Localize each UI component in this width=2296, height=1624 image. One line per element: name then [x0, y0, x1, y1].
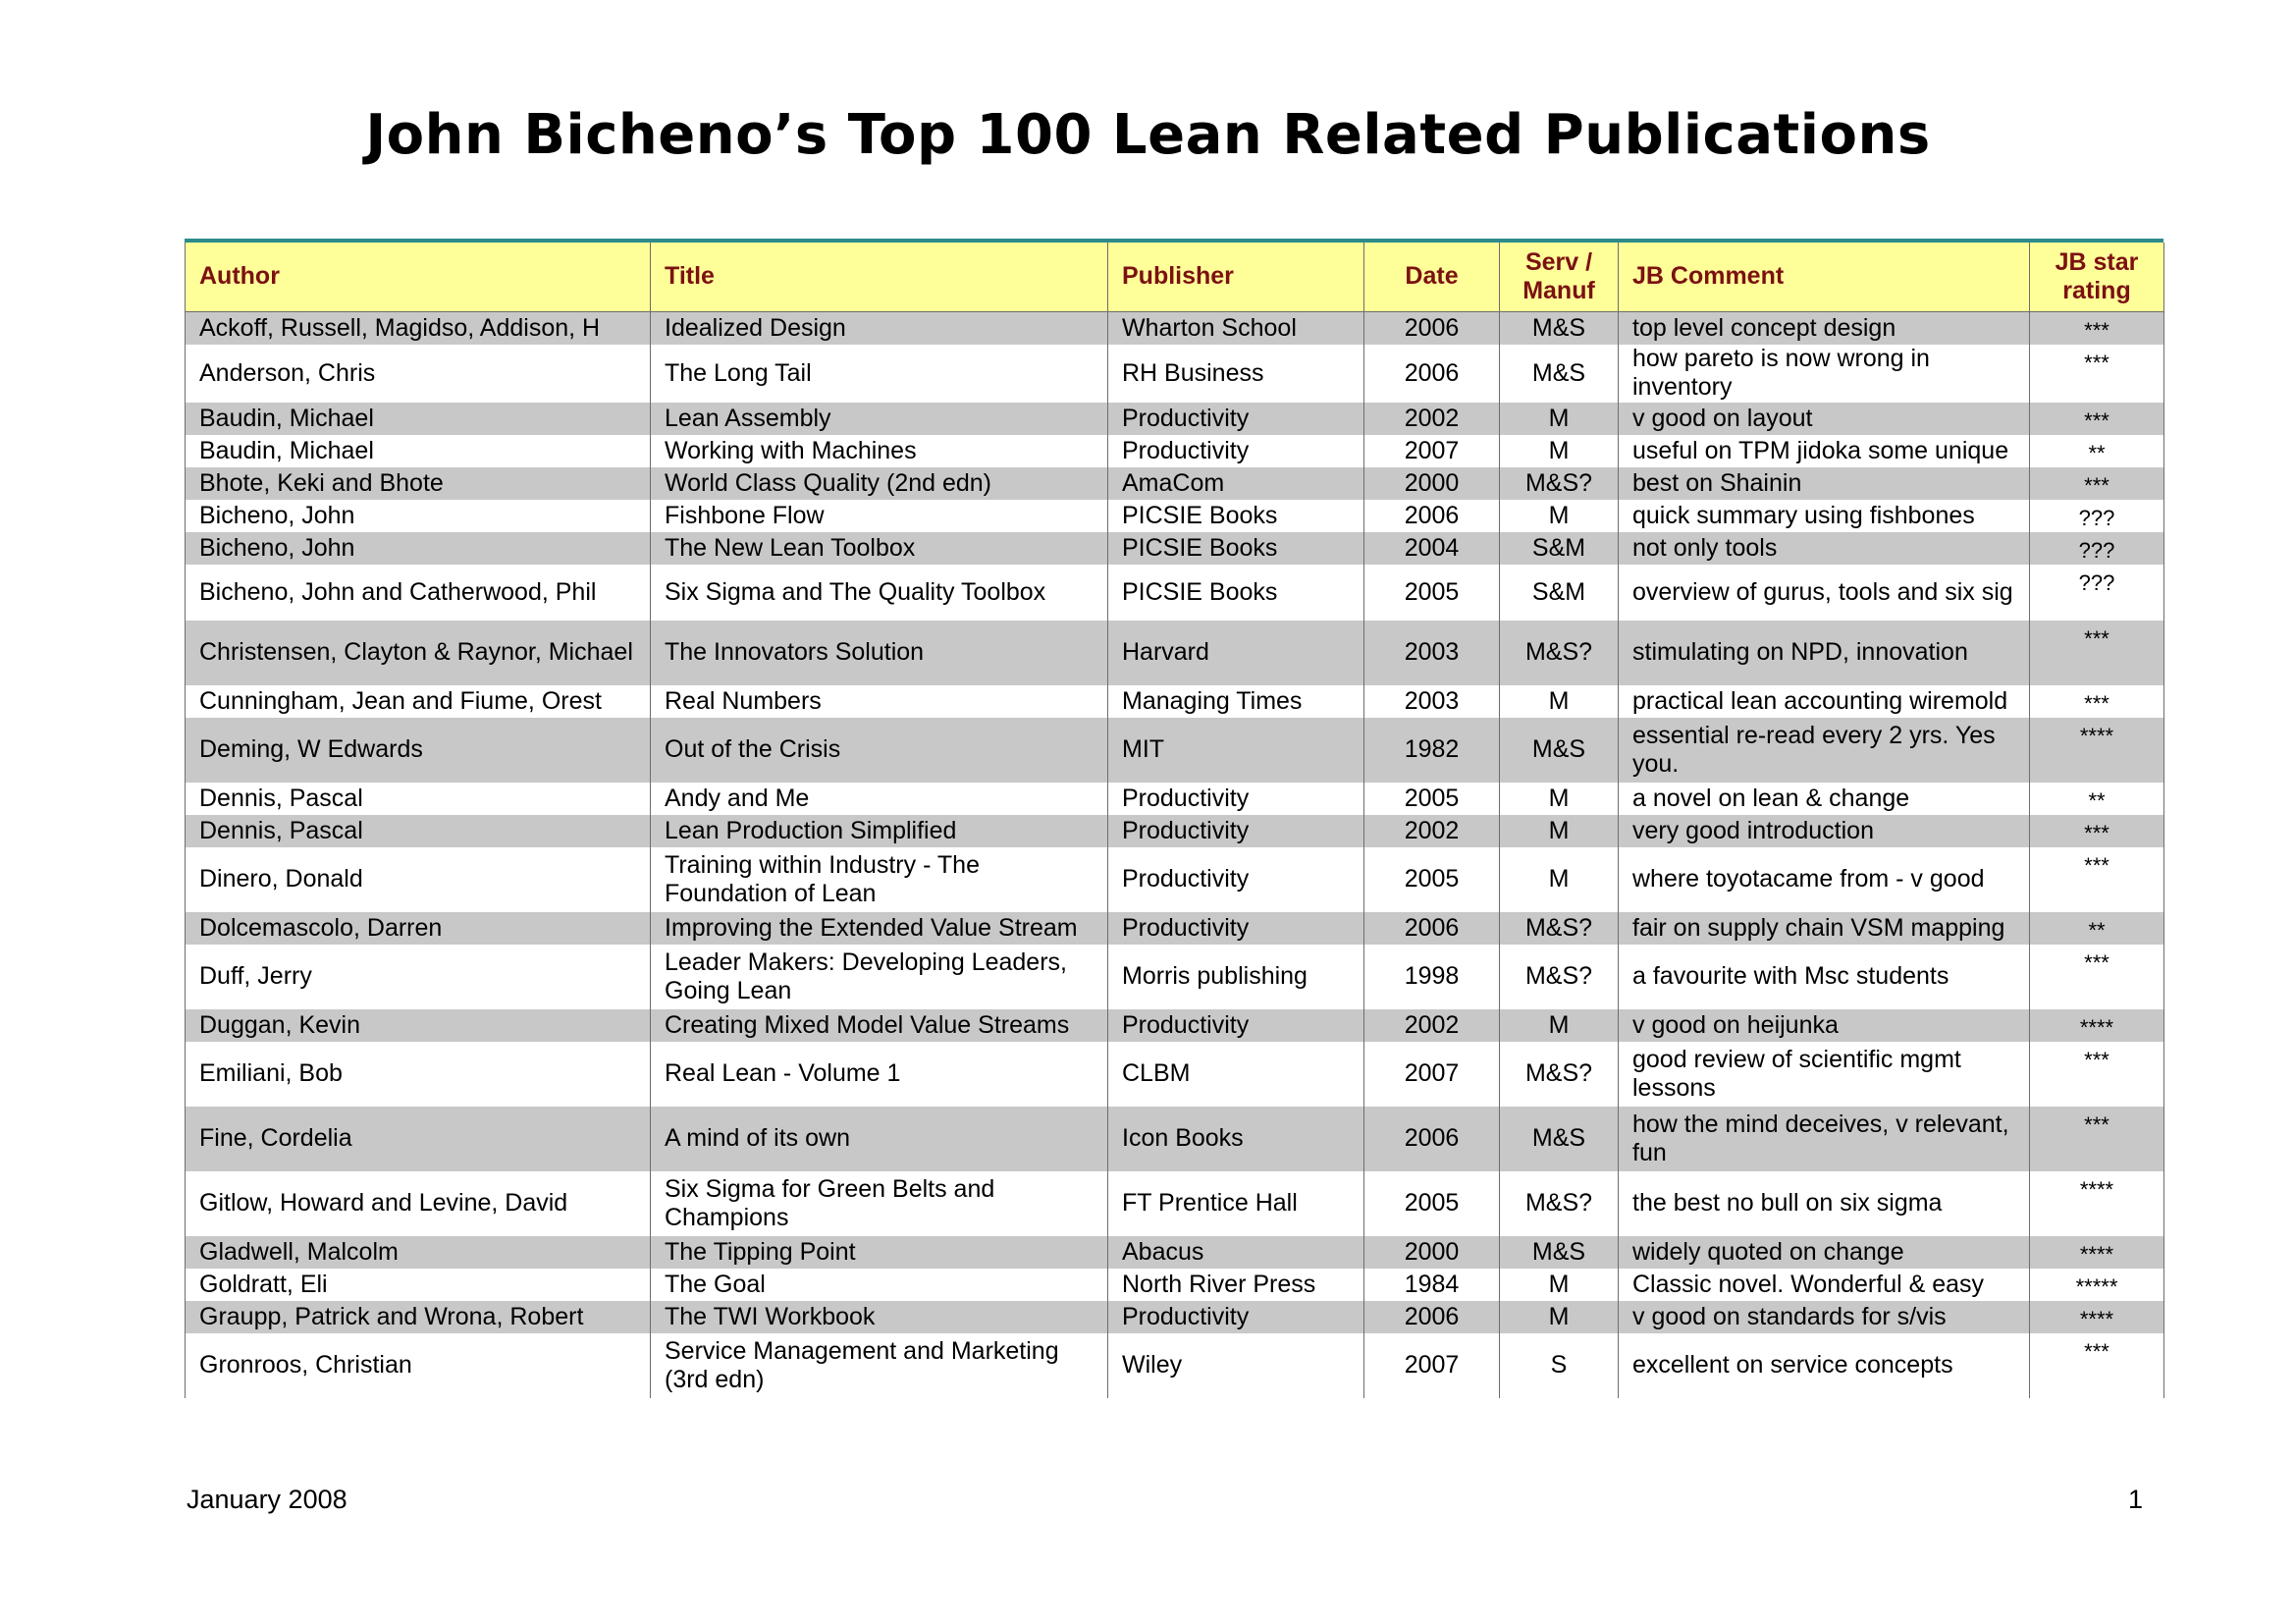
footer-date: January 2008	[187, 1485, 347, 1514]
cell-date: 2000	[1364, 1236, 1500, 1269]
header-date: Date	[1364, 243, 1500, 311]
cell-serv-manuf: M&S?	[1500, 945, 1619, 1009]
cell-author: Baudin, Michael	[186, 435, 651, 467]
cell-title: Real Lean - Volume 1	[651, 1042, 1108, 1107]
cell-publisher: Abacus	[1108, 1236, 1364, 1269]
cell-publisher: Wiley	[1108, 1333, 1364, 1398]
cell-title: The New Lean Toolbox	[651, 532, 1108, 565]
table-row	[186, 311, 2164, 345]
cell-serv-manuf: S&M	[1500, 565, 1619, 621]
cell-date: 2000	[1364, 467, 1500, 500]
cell-author: Duggan, Kevin	[186, 1009, 651, 1042]
table-row	[186, 1009, 2164, 1042]
cell-serv-manuf: M&S	[1500, 1236, 1619, 1269]
header-comment: JB Comment	[1619, 243, 2030, 311]
table-row	[186, 621, 2164, 685]
cell-rating: **	[2030, 783, 2164, 815]
publications-table-wrapper	[185, 239, 2163, 1398]
cell-publisher: Managing Times	[1108, 685, 1364, 718]
cell-date: 2006	[1364, 1107, 1500, 1171]
cell-publisher: Productivity	[1108, 1009, 1364, 1042]
cell-comment: good review of scientific mgmt lessons	[1619, 1042, 2030, 1107]
cell-author: Dolcemascolo, Darren	[186, 912, 651, 945]
cell-comment: the best no bull on six sigma	[1619, 1171, 2030, 1236]
cell-serv-manuf: M&S?	[1500, 912, 1619, 945]
cell-date: 2006	[1364, 345, 1500, 403]
cell-serv-manuf: M&S?	[1500, 467, 1619, 500]
cell-rating: ***	[2030, 345, 2164, 403]
table-row	[186, 783, 2164, 815]
table-row	[186, 1301, 2164, 1333]
cell-publisher: Productivity	[1108, 1301, 1364, 1333]
cell-publisher: Wharton School	[1108, 311, 1364, 345]
cell-serv-manuf: M	[1500, 783, 1619, 815]
cell-publisher: AmaCom	[1108, 467, 1364, 500]
cell-serv-manuf: M	[1500, 685, 1619, 718]
table-row	[186, 565, 2164, 621]
cell-comment: not only tools	[1619, 532, 2030, 565]
header-title: Title	[651, 243, 1108, 311]
cell-rating: ***	[2030, 403, 2164, 435]
cell-rating: ???	[2030, 532, 2164, 565]
cell-title: Six Sigma and The Quality Toolbox	[651, 565, 1108, 621]
cell-rating: ???	[2030, 565, 2164, 621]
cell-rating: *****	[2030, 1269, 2164, 1301]
cell-serv-manuf: M	[1500, 815, 1619, 847]
cell-author: Bicheno, John and Catherwood, Phil	[186, 565, 651, 621]
cell-publisher: CLBM	[1108, 1042, 1364, 1107]
table-body	[186, 311, 2164, 1398]
cell-title: The Goal	[651, 1269, 1108, 1301]
header-serv-manuf: Serv / Manuf	[1500, 243, 1619, 311]
cell-title: Training within Industry - The Foundation of Lean	[651, 847, 1108, 912]
cell-title: Leader Makers: Developing Leaders, Going Lean	[651, 945, 1108, 1009]
cell-comment: overview of gurus, tools and six sig	[1619, 565, 2030, 621]
cell-title: Andy and Me	[651, 783, 1108, 815]
cell-title: The TWI Workbook	[651, 1301, 1108, 1333]
cell-author: Dennis, Pascal	[186, 815, 651, 847]
table-row	[186, 467, 2164, 500]
table-row	[186, 815, 2164, 847]
cell-rating: ****	[2030, 1301, 2164, 1333]
cell-rating: ***	[2030, 311, 2164, 345]
cell-comment: v good on layout	[1619, 403, 2030, 435]
cell-date: 2005	[1364, 565, 1500, 621]
cell-comment: practical lean accounting wiremold	[1619, 685, 2030, 718]
cell-publisher: Productivity	[1108, 435, 1364, 467]
cell-rating: ***	[2030, 1107, 2164, 1171]
cell-publisher: RH Business	[1108, 345, 1364, 403]
cell-rating: **	[2030, 912, 2164, 945]
cell-publisher: Productivity	[1108, 403, 1364, 435]
cell-comment: widely quoted on change	[1619, 1236, 2030, 1269]
cell-date: 1982	[1364, 718, 1500, 783]
cell-date: 2006	[1364, 912, 1500, 945]
cell-comment: v good on heijunka	[1619, 1009, 2030, 1042]
cell-date: 2006	[1364, 500, 1500, 532]
cell-publisher: Harvard	[1108, 621, 1364, 685]
table-row	[186, 945, 2164, 1009]
cell-publisher: MIT	[1108, 718, 1364, 783]
cell-title: The Innovators Solution	[651, 621, 1108, 685]
cell-title: Improving the Extended Value Stream	[651, 912, 1108, 945]
table-row	[186, 1042, 2164, 1107]
cell-serv-manuf: S	[1500, 1333, 1619, 1398]
cell-comment: very good introduction	[1619, 815, 2030, 847]
table-row	[186, 912, 2164, 945]
cell-serv-manuf: M&S?	[1500, 1042, 1619, 1107]
cell-author: Gitlow, Howard and Levine, David	[186, 1171, 651, 1236]
page-number: 1	[2128, 1485, 2144, 1514]
cell-author: Cunningham, Jean and Fiume, Orest	[186, 685, 651, 718]
cell-comment: best on Shainin	[1619, 467, 2030, 500]
cell-rating: ***	[2030, 467, 2164, 500]
cell-publisher: Morris publishing	[1108, 945, 1364, 1009]
cell-rating: ****	[2030, 718, 2164, 783]
cell-date: 2006	[1364, 1301, 1500, 1333]
table-row	[186, 435, 2164, 467]
cell-title: Six Sigma for Green Belts and Champions	[651, 1171, 1108, 1236]
cell-author: Deming, W Edwards	[186, 718, 651, 783]
cell-serv-manuf: M&S	[1500, 345, 1619, 403]
cell-author: Anderson, Chris	[186, 345, 651, 403]
cell-comment: where toyotacame from - v good	[1619, 847, 2030, 912]
cell-comment: fair on supply chain VSM mapping	[1619, 912, 2030, 945]
cell-date: 2003	[1364, 685, 1500, 718]
cell-comment: how pareto is now wrong in inventory	[1619, 345, 2030, 403]
cell-title: Lean Production Simplified	[651, 815, 1108, 847]
cell-date: 2002	[1364, 815, 1500, 847]
cell-rating: ****	[2030, 1009, 2164, 1042]
cell-date: 2007	[1364, 435, 1500, 467]
cell-title: A mind of its own	[651, 1107, 1108, 1171]
cell-serv-manuf: S&M	[1500, 532, 1619, 565]
table-row	[186, 685, 2164, 718]
cell-author: Gronroos, Christian	[186, 1333, 651, 1398]
cell-publisher: PICSIE Books	[1108, 532, 1364, 565]
cell-title: Out of the Crisis	[651, 718, 1108, 783]
cell-author: Bicheno, John	[186, 500, 651, 532]
cell-author: Ackoff, Russell, Magidso, Addison, H	[186, 311, 651, 345]
table-row	[186, 500, 2164, 532]
cell-rating: ****	[2030, 1236, 2164, 1269]
cell-title: Creating Mixed Model Value Streams	[651, 1009, 1108, 1042]
cell-rating: ****	[2030, 1171, 2164, 1236]
cell-author: Duff, Jerry	[186, 945, 651, 1009]
cell-title: The Long Tail	[651, 345, 1108, 403]
table-row	[186, 1333, 2164, 1398]
cell-author: Dinero, Donald	[186, 847, 651, 912]
cell-author: Bhote, Keki and Bhote	[186, 467, 651, 500]
cell-comment: Classic novel. Wonderful & easy	[1619, 1269, 2030, 1301]
cell-title: The Tipping Point	[651, 1236, 1108, 1269]
cell-publisher: North River Press	[1108, 1269, 1364, 1301]
cell-comment: stimulating on NPD, innovation	[1619, 621, 2030, 685]
cell-date: 2006	[1364, 311, 1500, 345]
cell-serv-manuf: M	[1500, 1009, 1619, 1042]
cell-serv-manuf: M	[1500, 1301, 1619, 1333]
cell-author: Gladwell, Malcolm	[186, 1236, 651, 1269]
cell-comment: v good on standards for s/vis	[1619, 1301, 2030, 1333]
cell-rating: ***	[2030, 1333, 2164, 1398]
table-row	[186, 345, 2164, 403]
cell-rating: ???	[2030, 500, 2164, 532]
cell-title: Lean Assembly	[651, 403, 1108, 435]
cell-author: Baudin, Michael	[186, 403, 651, 435]
cell-date: 2005	[1364, 783, 1500, 815]
cell-publisher: Icon Books	[1108, 1107, 1364, 1171]
table-row	[186, 1107, 2164, 1171]
table-row	[186, 1171, 2164, 1236]
cell-date: 2007	[1364, 1042, 1500, 1107]
cell-title: Idealized Design	[651, 311, 1108, 345]
cell-serv-manuf: M	[1500, 435, 1619, 467]
cell-publisher: Productivity	[1108, 783, 1364, 815]
cell-rating: ***	[2030, 815, 2164, 847]
cell-serv-manuf: M&S	[1500, 718, 1619, 783]
cell-comment: useful on TPM jidoka some unique	[1619, 435, 2030, 467]
table-row	[186, 1236, 2164, 1269]
cell-author: Dennis, Pascal	[186, 783, 651, 815]
cell-comment: a favourite with Msc students	[1619, 945, 2030, 1009]
table-row	[186, 847, 2164, 912]
cell-comment: quick summary using fishbones	[1619, 500, 2030, 532]
cell-author: Emiliani, Bob	[186, 1042, 651, 1107]
table-row	[186, 1269, 2164, 1301]
cell-serv-manuf: M	[1500, 847, 1619, 912]
cell-comment: essential re-read every 2 yrs. Yes you.	[1619, 718, 2030, 783]
cell-publisher: Productivity	[1108, 912, 1364, 945]
cell-author: Goldratt, Eli	[186, 1269, 651, 1301]
cell-date: 2002	[1364, 1009, 1500, 1042]
cell-author: Graupp, Patrick and Wrona, Robert	[186, 1301, 651, 1333]
cell-rating: **	[2030, 435, 2164, 467]
cell-rating: ***	[2030, 847, 2164, 912]
cell-publisher: FT Prentice Hall	[1108, 1171, 1364, 1236]
cell-date: 2003	[1364, 621, 1500, 685]
cell-serv-manuf: M	[1500, 403, 1619, 435]
cell-rating: ***	[2030, 1042, 2164, 1107]
cell-publisher: PICSIE Books	[1108, 500, 1364, 532]
cell-rating: ***	[2030, 945, 2164, 1009]
cell-title: Working with Machines	[651, 435, 1108, 467]
header-publisher: Publisher	[1108, 243, 1364, 311]
table-row	[186, 403, 2164, 435]
cell-title: Real Numbers	[651, 685, 1108, 718]
cell-serv-manuf: M	[1500, 500, 1619, 532]
cell-date: 2005	[1364, 847, 1500, 912]
cell-serv-manuf: M	[1500, 1269, 1619, 1301]
table-row	[186, 718, 2164, 783]
cell-publisher: PICSIE Books	[1108, 565, 1364, 621]
cell-date: 1984	[1364, 1269, 1500, 1301]
cell-date: 2002	[1364, 403, 1500, 435]
cell-comment: how the mind deceives, v relevant, fun	[1619, 1107, 2030, 1171]
cell-publisher: Productivity	[1108, 847, 1364, 912]
cell-date: 2005	[1364, 1171, 1500, 1236]
cell-rating: ***	[2030, 685, 2164, 718]
cell-serv-manuf: M&S?	[1500, 621, 1619, 685]
cell-author: Christensen, Clayton & Raynor, Michael	[186, 621, 651, 685]
cell-date: 2007	[1364, 1333, 1500, 1398]
page-title: John Bicheno’s Top 100 Lean Related Publications	[365, 103, 1931, 167]
table-row	[186, 532, 2164, 565]
table-header-row	[186, 243, 2164, 311]
cell-serv-manuf: M&S	[1500, 311, 1619, 345]
cell-comment: excellent on service concepts	[1619, 1333, 2030, 1398]
publications-table	[185, 243, 2164, 1398]
header-rating: JB star rating	[2030, 243, 2164, 311]
cell-serv-manuf: M&S?	[1500, 1171, 1619, 1236]
cell-rating: ***	[2030, 621, 2164, 685]
cell-publisher: Productivity	[1108, 815, 1364, 847]
cell-comment: a novel on lean & change	[1619, 783, 2030, 815]
cell-author: Fine, Cordelia	[186, 1107, 651, 1171]
cell-title: Fishbone Flow	[651, 500, 1108, 532]
cell-title: Service Management and Marketing (3rd edn)	[651, 1333, 1108, 1398]
cell-comment: top level concept design	[1619, 311, 2030, 345]
cell-title: World Class Quality (2nd edn)	[651, 467, 1108, 500]
cell-author: Bicheno, John	[186, 532, 651, 565]
header-author: Author	[186, 243, 651, 311]
cell-date: 2004	[1364, 532, 1500, 565]
cell-serv-manuf: M&S	[1500, 1107, 1619, 1171]
cell-date: 1998	[1364, 945, 1500, 1009]
